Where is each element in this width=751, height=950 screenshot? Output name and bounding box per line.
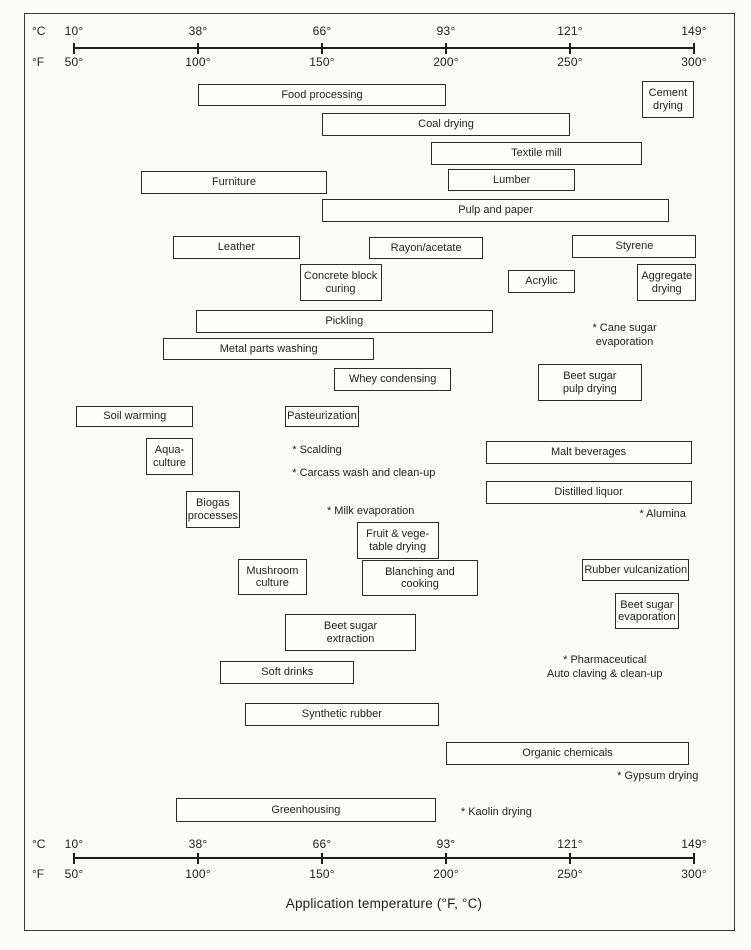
process-box-coal-drying [322,113,570,136]
celsius-tick-label-top: 38° [188,24,208,38]
note-scalding [292,444,342,458]
process-box-label: Beet sugar [563,370,617,382]
celsius-tick-label-bottom: 38° [188,837,208,851]
process-box-label: Acrylic [525,275,558,288]
process-box-styrene [572,235,696,258]
note-line: * Carcass wash and clean-up [292,467,436,479]
axis-tick-top [569,43,571,54]
axis-tick-top [445,43,447,54]
process-box-beet-sugar-extraction [285,614,416,651]
process-box-label: Leather [217,241,256,254]
axis-tick-bottom [321,853,323,864]
fahrenheit-tick-label-bottom: 100° [185,867,211,881]
fahrenheit-tick-label-top: 250° [557,55,583,69]
process-box-label: Mushroom [246,564,299,577]
celsius-tick-label-bottom: 149° [681,837,707,851]
process-box-label: Whey condensing [348,373,437,386]
axis-tick-bottom [73,853,75,864]
process-box-lumber [448,169,574,191]
fahrenheit-tick-label-bottom: 200° [433,867,459,881]
celsius-tick-label-top: 149° [681,24,707,38]
process-box-label: Distilled liquor [554,486,623,499]
process-box-textile-mill [431,142,642,165]
note-line: * Cane sugar [592,322,657,334]
fahrenheit-tick-label-top: 150° [309,55,335,69]
note-line: * Milk evaporation [326,505,415,517]
process-box-label: Greenhousing [271,803,341,816]
celsius-unit-label-bottom: °C [32,837,46,851]
process-box-beet-sugar-pulp-drying [538,364,642,401]
process-box-label: Furniture [211,176,256,189]
process-box-label: Soil warming [103,410,167,423]
process-box-whey-condensing [334,368,451,391]
process-box-synthetic-rubber [245,703,438,726]
process-box-label: Rayon/acetate [390,241,462,254]
process-box-label: culture [152,456,186,469]
fahrenheit-tick-label-top: 50° [64,55,84,69]
axis-line-bottom [74,857,694,859]
process-box-label: Styrene [615,240,654,253]
process-box-soil-warming [76,406,193,427]
process-box-furniture [141,171,327,194]
process-box-label: Aqua- [154,444,185,456]
note-gypsum-drying [617,770,698,784]
process-box-label: evaporation [618,611,676,623]
process-box-metal-parts-washing [163,338,374,360]
process-box-greenhousing [176,798,436,822]
process-box-label: Lumber [493,173,531,186]
axis-line-top [74,47,694,49]
axis-tick-bottom [569,853,571,864]
note-line: * Gypsum drying [617,770,699,782]
process-box-pasteurization [285,406,359,427]
celsius-tick-label-bottom: 66° [312,837,332,851]
process-box-acrylic [508,270,575,293]
axis-tick-top [197,43,199,54]
celsius-tick-label-top: 121° [557,24,583,38]
process-box-label: pulp drying [562,382,617,395]
process-box-label: Rubber vulcanization [584,563,688,576]
celsius-tick-label-top: 66° [312,24,332,38]
process-box-label: drying [652,99,683,112]
process-box-label: Beet sugar [323,620,378,632]
fahrenheit-tick-label-bottom: 50° [64,867,84,881]
process-box-soft-drinks [220,661,354,684]
process-box-label: Synthetic rubber [301,708,382,721]
process-box-label: Pickling [325,315,364,328]
process-box-malt-beverages [486,441,692,464]
process-box-label: Beet sugar [620,598,674,611]
process-box-aggregate-drying [637,264,697,301]
note-line: * Alumina [639,508,686,520]
note-line: * Scalding [292,444,342,456]
process-box-cement-drying [642,81,694,118]
note-line: evaporation [595,335,654,348]
note-line: Auto claving & clean-up [546,667,663,680]
note-line: * Pharmaceutical [563,654,647,666]
note-line: * Kaolin drying [460,806,532,818]
note-kaolin-drying [461,806,532,820]
fahrenheit-tick-label-bottom: 150° [309,867,335,881]
axis-tick-top [693,43,695,54]
axis-caption: Application temperature (°F, °C) [285,896,483,911]
fahrenheit-tick-label-top: 100° [185,55,211,69]
process-box-aqua-culture [146,438,193,475]
process-box-mushroom-culture [238,559,307,595]
celsius-tick-label-bottom: 93° [436,837,456,851]
note-alumina [639,508,685,522]
axis-tick-bottom [445,853,447,864]
note-pharmaceutical [547,654,663,681]
celsius-tick-label-bottom: 10° [64,837,84,851]
note-carcass-wash [292,467,435,481]
celsius-tick-label-top: 93° [436,24,456,38]
celsius-unit-label-top: °C [32,24,46,38]
process-box-label: Cement [648,87,688,99]
fahrenheit-tick-label-top: 200° [433,55,459,69]
process-box-label: Textile mill [511,147,562,160]
axis-tick-bottom [197,853,199,864]
fahrenheit-tick-label-bottom: 300° [681,867,707,881]
process-box-organic-chemicals [446,742,689,765]
process-box-label: Organic chemicals [522,747,613,760]
process-box-label: Pulp and paper [458,204,533,217]
process-box-label: Pasteurization [287,410,357,423]
process-box-label: cooking [400,578,439,590]
process-box-label: Malt beverages [550,446,627,459]
note-cane-sugar-evaporation [592,322,656,349]
process-box-label: Concrete block [303,270,378,282]
process-box-biogas-processes [186,491,241,528]
process-box-label: Fruit & vege- [366,528,430,540]
celsius-tick-label-top: 10° [64,24,84,38]
process-box-label: culture [255,577,289,589]
fahrenheit-unit-label-bottom: °F [32,867,45,881]
process-box-beet-sugar-evaporation [615,593,679,629]
process-box-label: Biogas [196,497,230,509]
fahrenheit-tick-label-bottom: 250° [557,867,583,881]
process-box-label: Soft drinks [261,666,314,679]
process-box-label: curing [325,282,356,295]
celsius-tick-label-bottom: 121° [557,837,583,851]
process-box-label: Food processing [281,88,363,101]
process-box-leather [173,236,299,259]
process-box-label: Blanching and [385,565,455,578]
process-box-label: processes [187,509,238,522]
axis-tick-top [321,43,323,54]
fahrenheit-unit-label-top: °F [32,55,45,69]
process-box-label: table drying [369,540,427,553]
process-box-pulp-and-paper [322,199,669,222]
process-box-label: Metal parts washing [219,342,318,355]
process-box-blanching-and-cooking [362,560,479,596]
process-box-label: extraction [326,632,375,645]
process-box-label: Coal drying [418,118,474,131]
process-box-label: Aggregate [641,270,693,282]
process-box-label: drying [651,282,682,295]
fahrenheit-tick-label-top: 300° [681,55,707,69]
process-box-food-processing [198,84,446,106]
process-box-rayon-acetate [369,237,483,259]
process-box-distilled-liquor [486,481,692,504]
note-milk-evaporation [327,505,414,519]
process-box-concrete-block-curing [300,264,382,301]
process-box-fruit-vegetable-drying [357,522,439,559]
process-box-pickling [196,310,494,333]
process-box-rubber-vulcanization [582,559,689,581]
axis-tick-bottom [693,853,695,864]
axis-tick-top [73,43,75,54]
